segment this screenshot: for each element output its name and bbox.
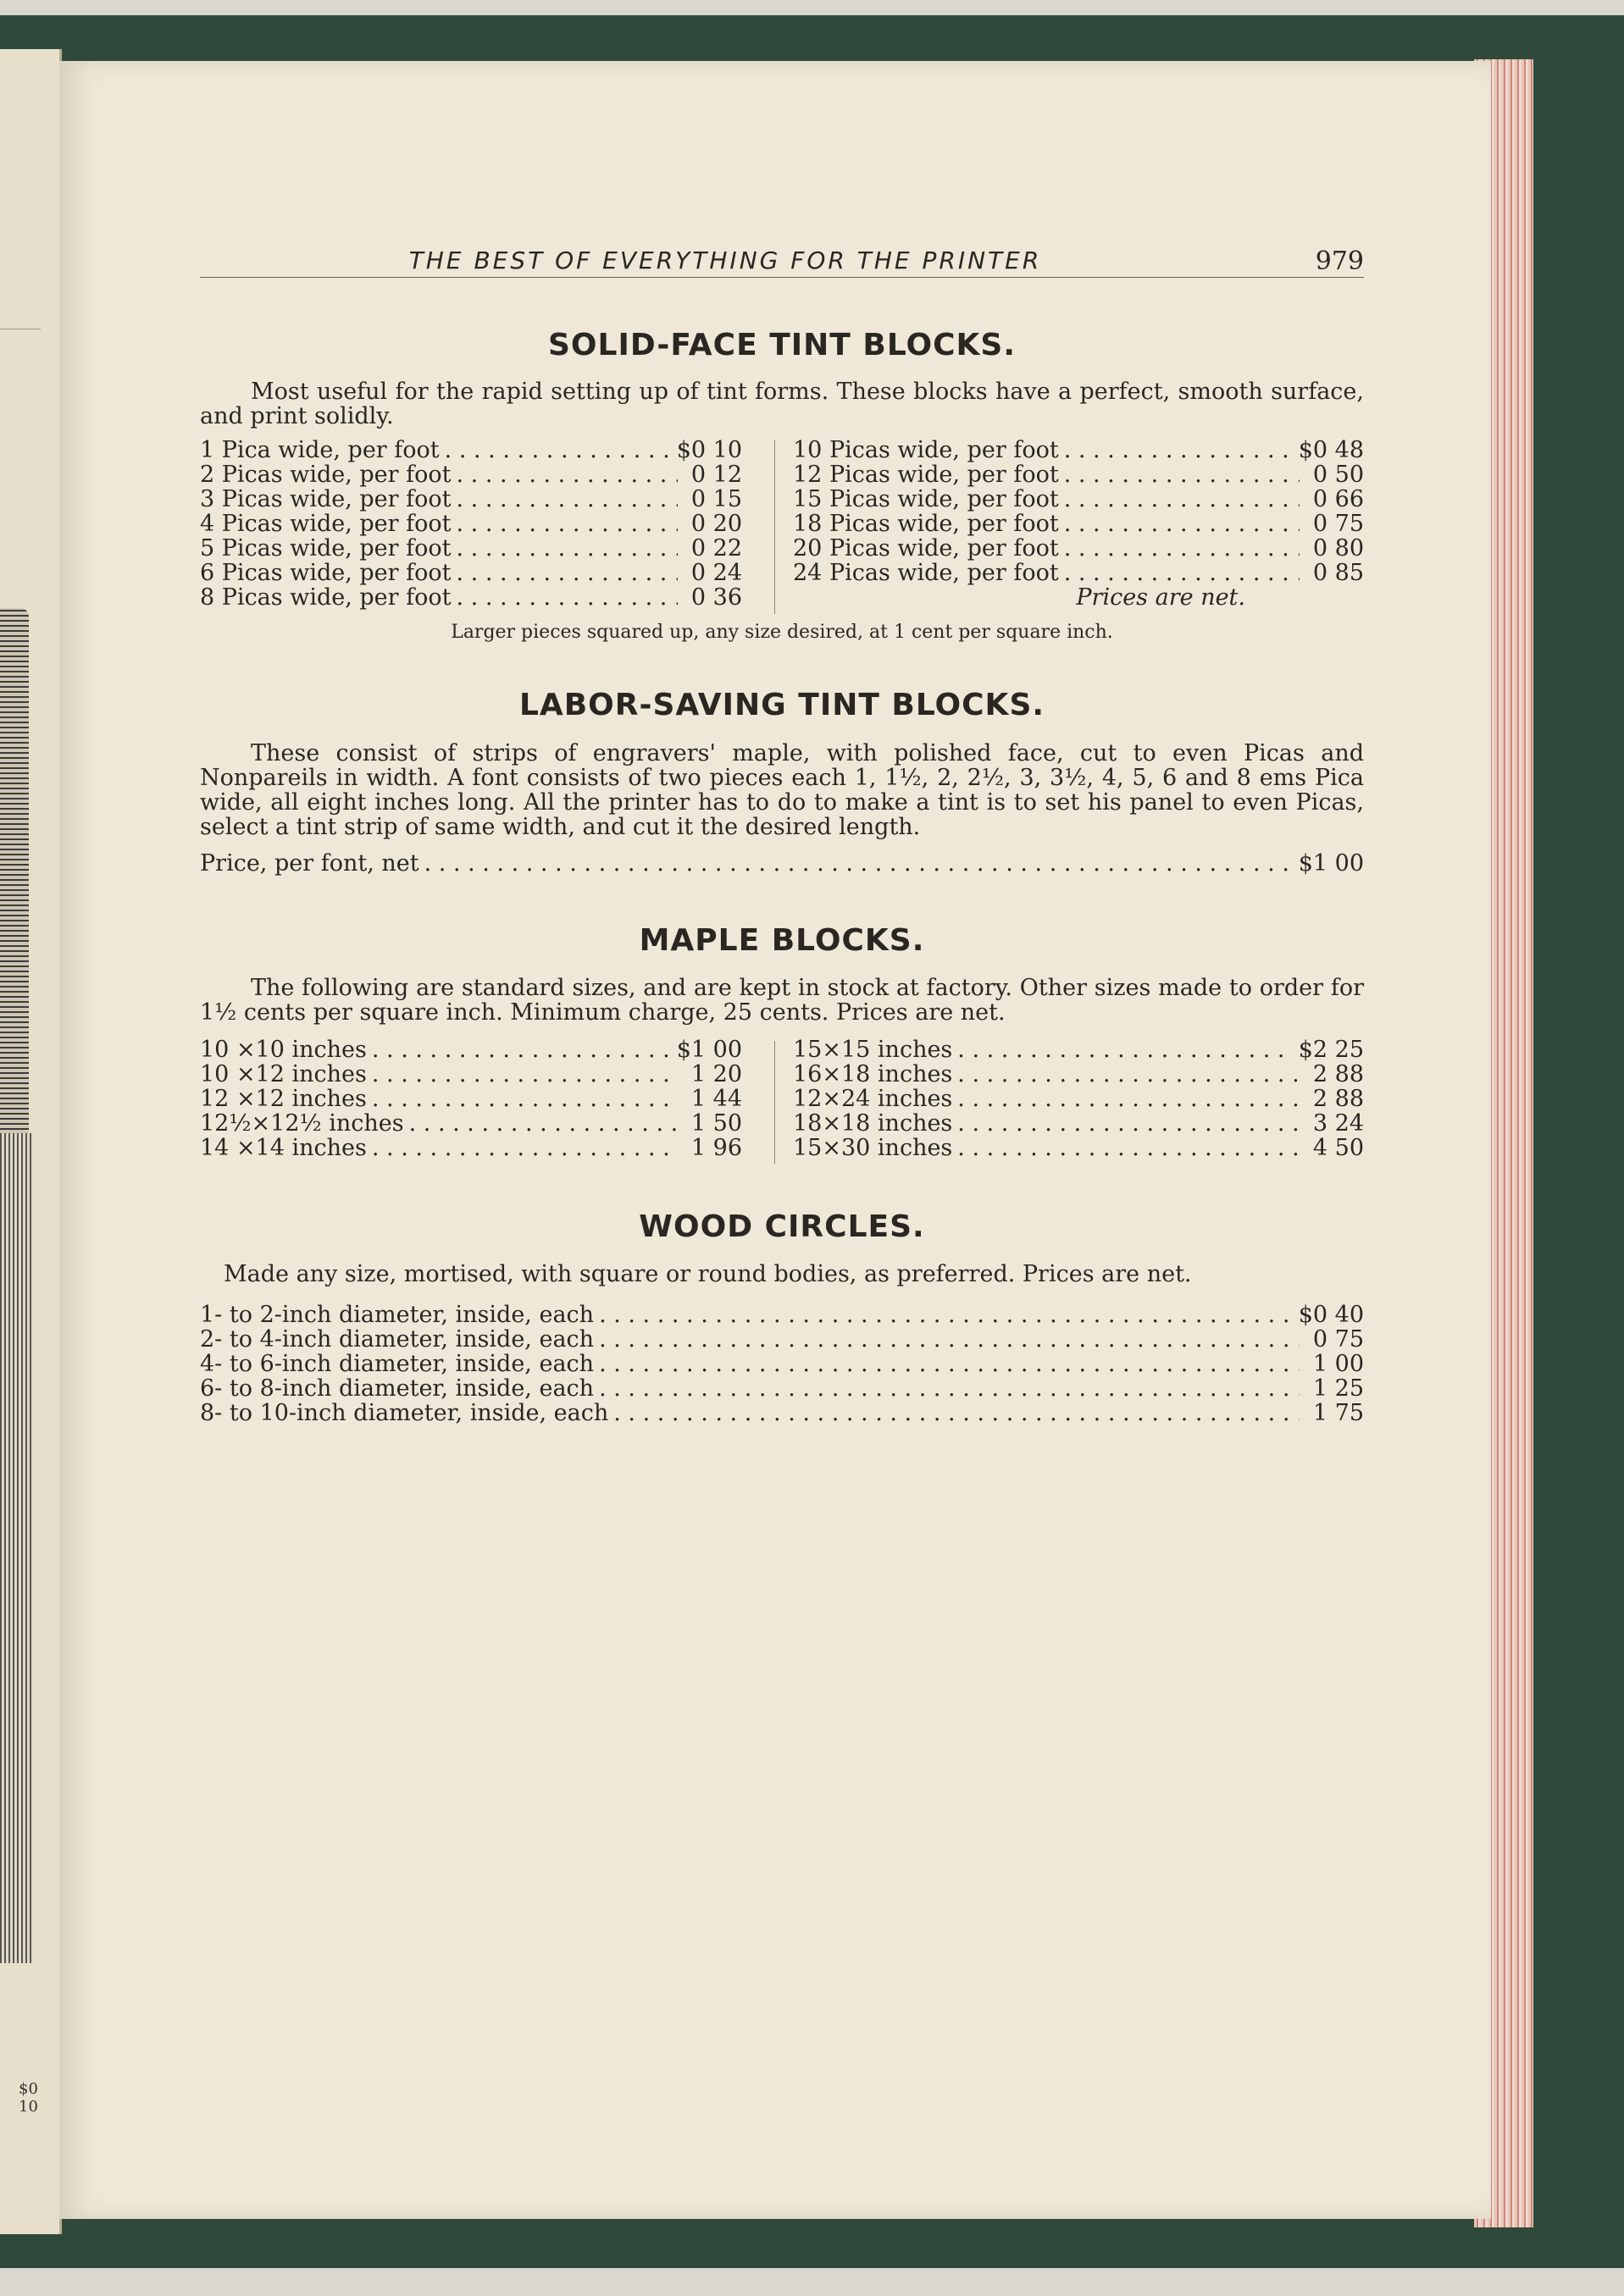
price-row: 15×15 inches . . . $2 25 (793, 1037, 1364, 1062)
price-row: 4 Picas wide, per foot . . . 0 20 (200, 512, 742, 536)
price-row: Price, per font, net . . . $1 00 (200, 851, 1364, 876)
price-row: 10 ×10 inches . . . $1 00 (200, 1037, 742, 1062)
price-row: 6- to 8-inch diameter, inside, each . . . 1 25 (200, 1376, 1364, 1401)
price-row: 2 Picas wide, per foot . . . 0 12 (200, 462, 742, 487)
price-row: 4- to 6-inch diameter, inside, each . . . 1 00 (200, 1352, 1364, 1376)
price-row: 14 ×14 inches . . . 1 96 (200, 1136, 742, 1160)
solid-face-right-column (793, 438, 1364, 610)
price-row: 12×24 inches . . . 2 88 (793, 1087, 1364, 1111)
labor-saving-price (200, 851, 1364, 876)
labor-saving-intro: These consist of strips of engravers' maple, with polished face, cut to even Picas and Nonpareils in width. A font consists of two pieces each 1, 1½, 2, 2½, 3, 3½, 4, 5, 6 and 8 ems Pica wide, all eight inches long. All the printer has to do to make a tint is to set his panel to even Picas, select a tint strip of same width, and cut it the desired length. (200, 740, 1364, 840)
section-heading-labor-saving: LABOR-SAVING TINT BLOCKS. (518, 688, 1045, 722)
price-row: 1- to 2-inch diameter, inside, each . . . $0 40 (200, 1303, 1364, 1327)
price-row: 20 Picas wide, per foot . . . 0 80 (793, 536, 1364, 561)
page-number: 979 (1315, 246, 1364, 276)
section-heading-solid-face: SOLID-FACE TINT BLOCKS. (547, 328, 1016, 362)
price-row: 16×18 inches . . . 2 88 (793, 1062, 1364, 1087)
wood-circles-intro: Made any size, mortised, with square or round bodies, as preferred. Prices are net. (224, 1261, 1192, 1287)
section-heading-wood-circles: WOOD CIRCLES. (639, 1209, 925, 1244)
price-row: 1 Pica wide, per foot . . . $0 10 (200, 438, 742, 462)
solid-face-left-column (200, 438, 742, 610)
price-row: 12 Picas wide, per foot . . . 0 50 (793, 462, 1364, 487)
wood-circles-list (200, 1303, 1364, 1425)
column-divider (774, 440, 775, 614)
maple-intro: The following are standard sizes, and are kept in stock at factory. Other sizes made to order for 1½ cents per square inch. Minimum charge, 25 cents. Prices are net. (200, 975, 1364, 1026)
price-row: 15 Picas wide, per foot . . . 0 66 (793, 487, 1364, 512)
price-row: 8- to 10-inch diameter, inside, each . . . 1 75 (200, 1401, 1364, 1425)
running-title: THE BEST OF EVERYTHING FOR THE PRINTER (408, 246, 1042, 274)
maple-left-column (200, 1037, 742, 1160)
price-row: 18×18 inches . . . 3 24 (793, 1111, 1364, 1136)
price-row: 3 Picas wide, per foot . . . 0 15 (200, 487, 742, 512)
book-page (59, 61, 1491, 2219)
solid-face-intro: Most useful for the rapid setting up of tint forms. These blocks have a perfect, smooth surface, and print solidly. (200, 379, 1364, 429)
price-row: 12½×12½ inches . . . 1 50 (200, 1111, 742, 1136)
column-divider (774, 1041, 775, 1164)
left-page-price: $0 10 (19, 2080, 38, 2116)
price-row: 12 ×12 inches . . . 1 44 (200, 1087, 742, 1111)
left-page-illustration-lower (0, 1133, 34, 1963)
solid-face-footnote: Larger pieces squared up, any size desired, at 1 cent per square inch. (451, 622, 1113, 643)
price-row: 10 ×12 inches . . . 1 20 (200, 1062, 742, 1087)
maple-right-column (793, 1037, 1364, 1160)
price-row: 8 Picas wide, per foot . . . 0 36 (200, 585, 742, 610)
left-page-edge (0, 49, 62, 2234)
price-row: 6 Picas wide, per foot . . . 0 24 (200, 561, 742, 585)
price-row: 10 Picas wide, per foot . . . $0 48 (793, 438, 1364, 462)
price-row: 18 Picas wide, per foot . . . 0 75 (793, 512, 1364, 536)
prices-note: Prices are net. (1076, 584, 1245, 611)
price-row: 24 Picas wide, per foot . . . 0 85 (793, 561, 1364, 585)
price-row: 5 Picas wide, per foot . . . 0 22 (200, 536, 742, 561)
running-head (200, 243, 1364, 278)
section-heading-maple: MAPLE BLOCKS. (639, 923, 925, 958)
price-row: 2- to 4-inch diameter, inside, each . . . 0 75 (200, 1327, 1364, 1352)
price-row: 15×30 inches . . . 4 50 (793, 1136, 1364, 1160)
